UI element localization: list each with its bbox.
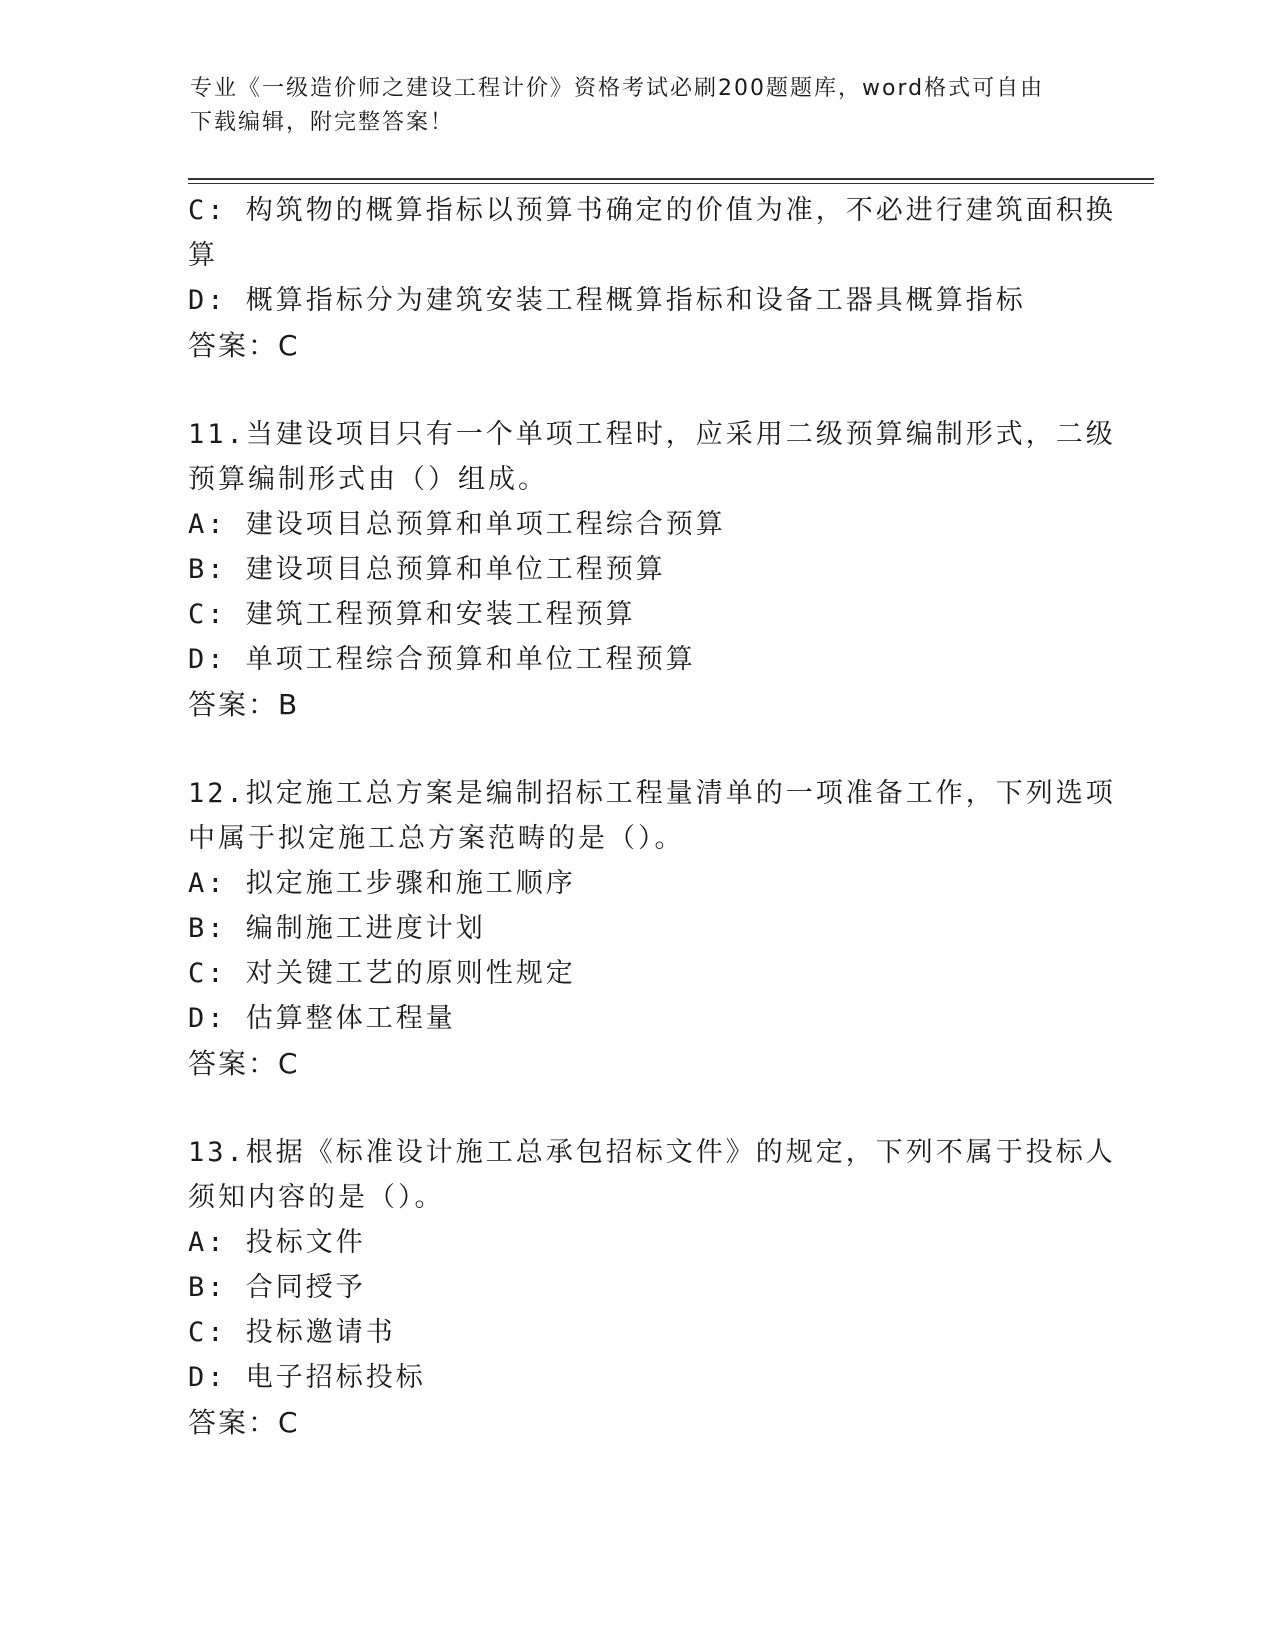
spacer (188, 368, 1088, 412)
question-content (188, 188, 1116, 1445)
question-13 (188, 1130, 1116, 1445)
question-11 (188, 412, 1116, 727)
answer: 答案：C (188, 1406, 300, 1439)
question-12 (188, 771, 1116, 1086)
question-stem: 12.拟定施工总方案是编制招标工程量清单的一项准备工作，下列选项 (188, 778, 1116, 809)
option-b: B: 合同授予 (188, 1272, 366, 1303)
header-divider (188, 178, 1154, 184)
option-d: D: 单项工程综合预算和单位工程预算 (188, 644, 696, 675)
option-c: C: 投标邀请书 (188, 1317, 396, 1348)
spacer (188, 1086, 1088, 1130)
option-b: B: 建设项目总预算和单位工程预算 (188, 554, 666, 585)
answer: 答案：C (188, 1047, 300, 1080)
option-a: A: 拟定施工步骤和施工顺序 (188, 868, 576, 899)
option-a: A: 建设项目总预算和单项工程综合预算 (188, 509, 726, 540)
option-c: C: 对关键工艺的原则性规定 (188, 958, 576, 989)
answer: 答案：B (188, 688, 300, 721)
header-line-2: 下载编辑，附完整答案！ (190, 110, 455, 135)
question-stem-continued: 须知内容的是（）。 (188, 1182, 445, 1213)
question-stem-continued: 预算编制形式由（）组成。 (188, 464, 548, 495)
option-d: D: 概算指标分为建筑安装工程概算指标和设备工器具概算指标 (188, 285, 1026, 316)
header-line-1: 专业《一级造价师之建设工程计价》资格考试必刷200题题库，word格式可自由 (190, 76, 1045, 101)
question-stem: 13.根据《标准设计施工总承包招标文件》的规定，下列不属于投标人 (188, 1137, 1116, 1168)
option-d: D: 估算整体工程量 (188, 1003, 456, 1034)
spacer (188, 727, 1088, 771)
option-d: D: 电子招标投标 (188, 1362, 426, 1393)
document-header (190, 72, 1070, 140)
option-c: C: 建筑工程预算和安装工程预算 (188, 599, 636, 630)
option-c-continued: 算 (188, 240, 218, 271)
question-stem-continued: 中属于拟定施工总方案范畴的是（）。 (188, 823, 685, 854)
question-10-continued (188, 188, 1116, 368)
question-stem: 11.当建设项目只有一个单项工程时，应采用二级预算编制形式，二级 (188, 419, 1116, 450)
option-a: A: 投标文件 (188, 1227, 366, 1258)
answer: 答案：C (188, 329, 300, 362)
option-b: B: 编制施工进度计划 (188, 913, 486, 944)
option-c: C: 构筑物的概算指标以预算书确定的价值为准，不必进行建筑面积换 (188, 195, 1116, 226)
